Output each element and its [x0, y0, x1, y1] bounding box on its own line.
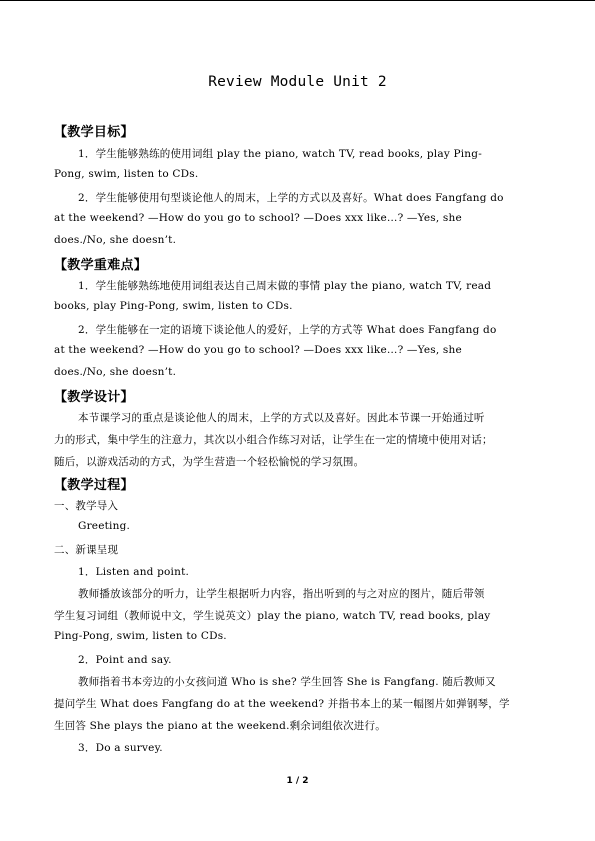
- goals-line: 2．学生能够使用句型谈论他人的周末，上学的方式以及喜好。What does Fangfang do: [78, 192, 504, 204]
- section-heading-goals: 【教学目标】: [54, 125, 134, 140]
- goals-line: 1．学生能够熟练的使用词组 play the piano, watch TV, read books, play Ping-: [78, 148, 482, 160]
- process-line: 2．Point and say.: [78, 654, 172, 666]
- process-line: Ping-Pong, swim, listen to CDs.: [54, 630, 227, 642]
- process-line: 提问学生 What does Fangfang do at the weekend? 并指书本上的某一幅图片如弹钢琴，学: [54, 698, 510, 710]
- section-heading-process: 【教学过程】: [54, 478, 134, 493]
- section-heading-key-points: 【教学重难点】: [54, 258, 148, 273]
- process-line: Greeting.: [78, 520, 131, 532]
- design-line: 力的形式，集中学生的注意力，其次以小组合作练习对话，让学生在一定的情境中使用对话；: [54, 434, 493, 446]
- process-line: 学生复习词组（教师说中文，学生说英文）play the piano, watch TV, read books, play: [54, 610, 491, 622]
- process-line: 3．Do a survey.: [78, 742, 163, 754]
- key-points-line: at the weekend? —How do you go to school? —Does xxx like…? —Yes, she: [54, 344, 462, 356]
- goals-line: at the weekend? —How do you go to school? —Does xxx like…? —Yes, she: [54, 212, 462, 224]
- process-line: 生回答 She plays the piano at the weekend.剩余词组依次进行。: [54, 720, 386, 732]
- goals-line: Pong, swim, listen to CDs.: [54, 168, 199, 180]
- process-subheading: 二、新课呈现: [54, 544, 119, 556]
- process-line: 教师播放该部分的听力，让学生根据听力内容，指出听到的与之对应的图片，随后带领: [78, 588, 485, 600]
- process-line: 1．Listen and point.: [78, 566, 190, 578]
- page-number: 1 / 2: [286, 776, 309, 786]
- design-line: 本节课学习的重点是谈论他人的周末，上学的方式以及喜好。因此本节课一开始通过听: [78, 412, 485, 424]
- key-points-line: does./No, she doesn’t.: [54, 366, 177, 378]
- section-heading-design: 【教学设计】: [54, 390, 134, 405]
- process-line: 教师指着书本旁边的小女孩问道 Who is she? 学生回答 She is Fangfang. 随后教师又: [78, 676, 496, 688]
- design-line: 随后，以游戏活动的方式，为学生营造一个轻松愉悦的学习氛围。: [54, 456, 365, 468]
- key-points-line: 1．学生能够熟练地使用词组表达自己周末做的事情 play the piano, watch TV, read: [78, 280, 492, 292]
- process-subheading: 一、教学导入: [54, 500, 119, 512]
- key-points-line: books, play Ping-Pong, swim, listen to CDs.: [54, 300, 293, 312]
- key-points-line: 2．学生能够在一定的语境下谈论他人的爱好，上学的方式等 What does Fangfang do: [78, 324, 497, 336]
- goals-line: does./No, she doesn’t.: [54, 234, 177, 246]
- document-title: Review Module Unit 2: [208, 74, 387, 90]
